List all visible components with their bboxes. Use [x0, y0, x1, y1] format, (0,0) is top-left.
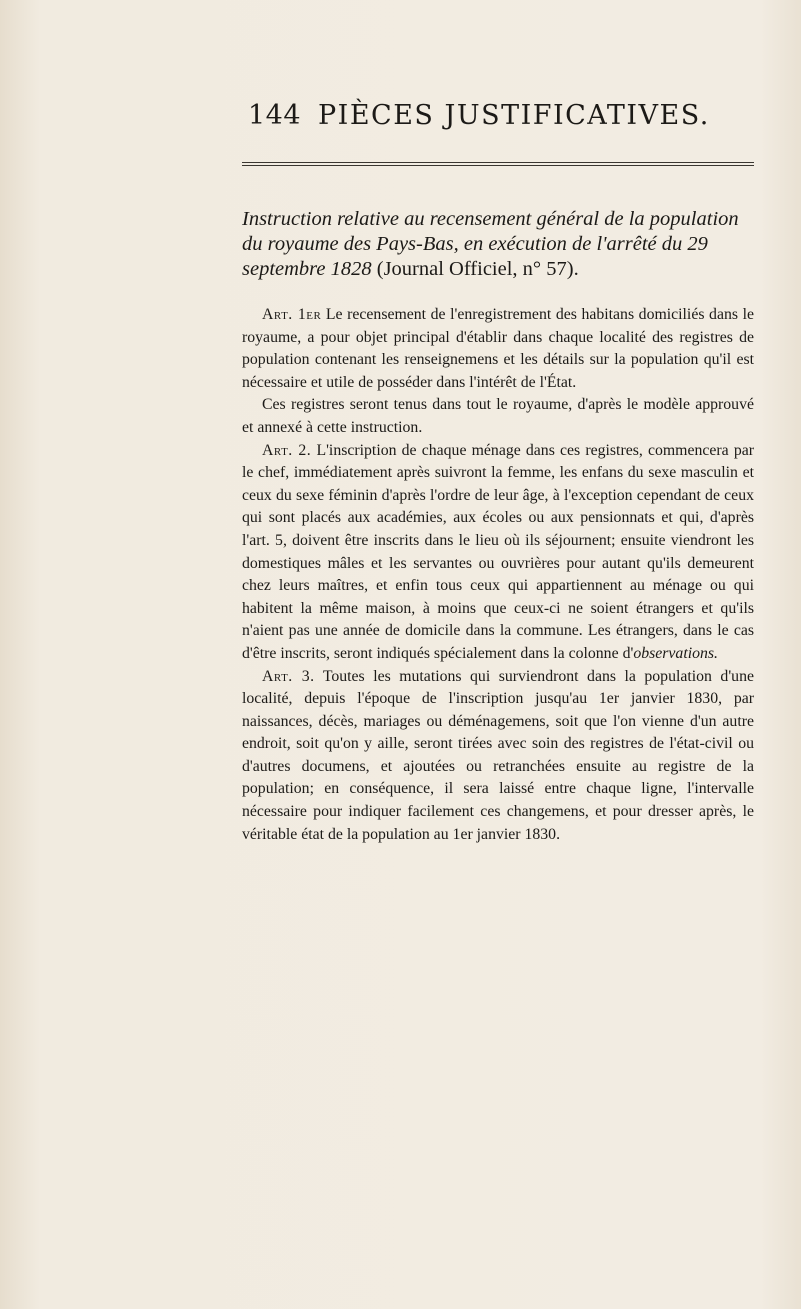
title-reference: (Journal Officiel, n° 57). — [376, 258, 579, 280]
article-1-continuation — [242, 394, 754, 439]
page-number: 144 — [248, 100, 302, 131]
article-1 — [242, 304, 754, 394]
main-content — [242, 207, 754, 846]
title-italic: Instruction relative au recensement général de la population du royaume des Pays-Bas, en exécution de l'arrêté du 29 septembre 1828 — [242, 208, 739, 280]
article-text: L'inscription de chaque ménage dans ces registres, commencera par le chef, immédiatement après suivront la femme, les enfans du sexe masculin et ceux du sexe féminin d'après l'ordre de leur âge, à l'exception cependant de ceux qui sont placés aux académies, aux écoles ou aux pensionnats et qui, d'après l'art. 5, doivent être inscrits dans le lieu où ils séjournent; ensuite viendront les domestiques mâles et les servantes ou ouvrières pour autant qu'ils demeurent chez leurs maîtres, et enfin tous ceux qui appartiennent au ménage ou qui habitent la même maison, à moins que ceux-ci ne soient étrangers et qu'ils n'aient pas une année de domicile dans la commune. Les étrangers, dans le cas d'être inscrits, seront indiqués spécialement dans la colonne — [242, 441, 754, 662]
article-label: Art. 2. — [262, 441, 312, 459]
articles-body — [242, 304, 754, 846]
page-header — [0, 100, 801, 140]
header-double-rule — [242, 162, 754, 166]
article-tail-prefix: d' — [622, 644, 634, 662]
document-title — [242, 207, 754, 282]
article-text: Le recensement de l'enregistrement des habitans domiciliés dans le royaume, a pour objet principal d'établir dans chaque localité des registres de population contenant les renseignemens et les détails sur la population qu'il est nécessaire et utile de posséder dans l'intérêt de l'État. — [242, 306, 754, 391]
article-text: Ces registres seront tenus dans tout le royaume, d'après le modèle approuvé et annexé à cette instruction. — [242, 396, 754, 436]
article-tail-italic: observations. — [633, 644, 718, 662]
article-2 — [242, 440, 754, 666]
article-label: Art. 3. — [262, 667, 315, 685]
running-head: PIÈCES JUSTIFICATIVES. — [318, 100, 710, 131]
article-label: Art. 1er — [262, 306, 322, 323]
article-3 — [242, 666, 754, 847]
article-text: Toutes les mutations qui surviendront dans la population d'une localité, depuis l'époque de l'inscription jusqu'au 1er janvier 1830, par naissances, décès, mariages ou déménagemens, soit que l'on vienne d'un autre endroit, soit qu'on y aille, seront tirées avec soin des registres de l'état-civil ou d'autres documens, et ajoutées ou retranchées ensuite au registre de la population; en conséquence, il sera laissé entre chaque ligne, l'intervalle nécessaire pour indiquer facilement ces changemens, et pour dresser après, le véritable état de la population au 1er janvier 1830. — [242, 667, 754, 843]
